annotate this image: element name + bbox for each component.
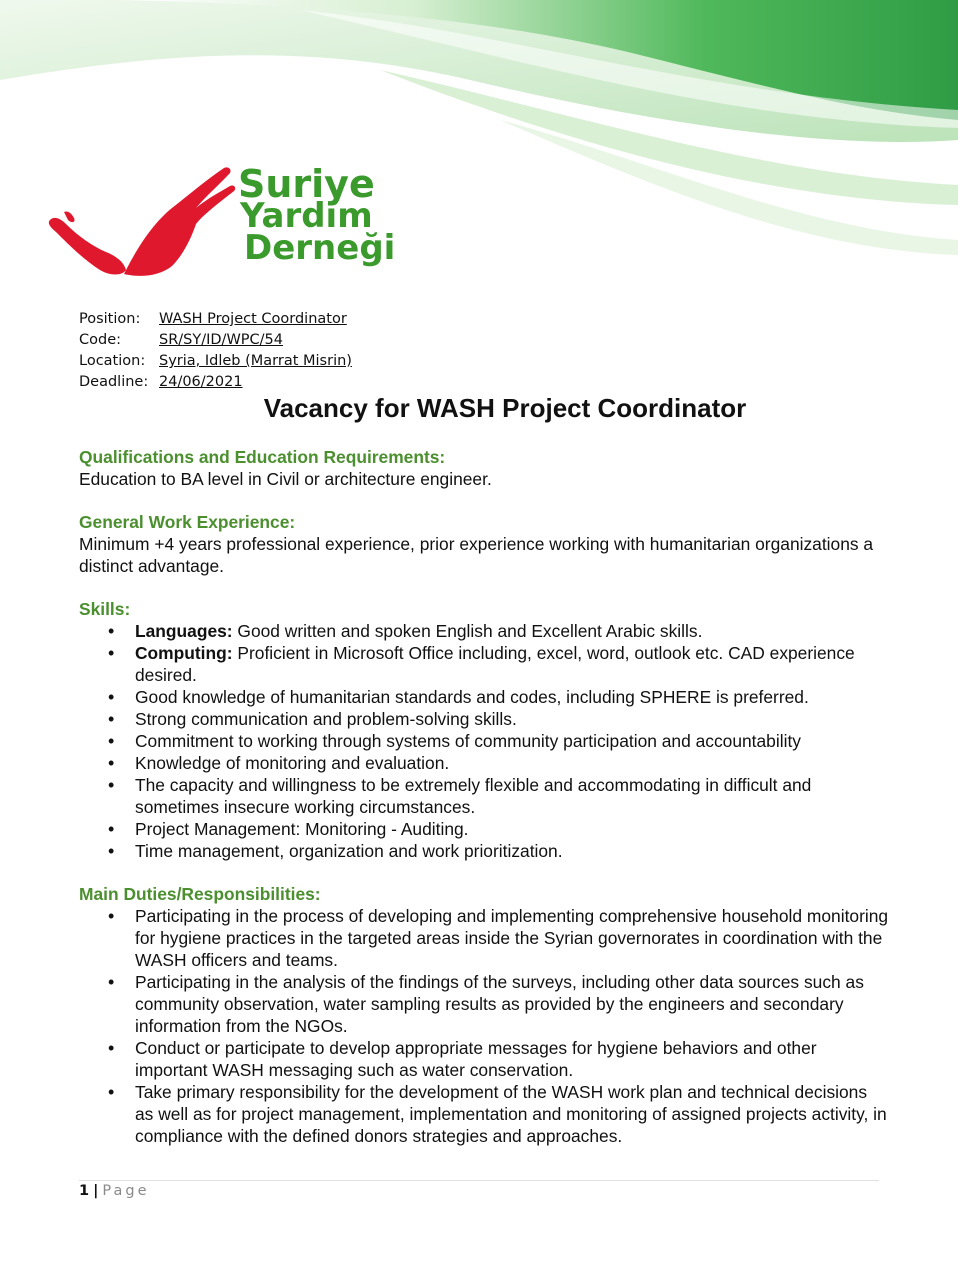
logo-line-2: Yardım	[240, 196, 373, 236]
item-text: Knowledge of monitoring and evaluation.	[135, 753, 450, 773]
list-item: • Participating in the analysis of the findings of the surveys, including other data sources such as community observation, water sampling results as provided by the engineers and secondary information from the NGOs.	[135, 971, 889, 1037]
meta-position-row	[79, 309, 352, 330]
meta-location-row	[79, 351, 352, 372]
position-value: WASH Project Coordinator	[159, 311, 347, 327]
page-number: 1	[79, 1183, 90, 1199]
item-label: Computing:	[135, 643, 233, 663]
meta-label: Location:	[79, 353, 146, 369]
item-text: Commitment to working through systems of community participation and accountability	[135, 731, 801, 751]
meta-label: Position:	[79, 311, 141, 327]
meta-label: Deadline:	[79, 374, 149, 390]
item-text: Good knowledge of humanitarian standards and codes, including SPHERE is preferred.	[135, 687, 809, 707]
location-value: Syria, Idleb (Marrat Misrin)	[159, 353, 352, 369]
list-item: • Conduct or participate to develop appropriate messages for hygiene behaviors and other important WASH messaging such as water conservation.	[135, 1037, 889, 1081]
meta-label: Code:	[79, 332, 122, 348]
skills-heading: Skills:	[79, 599, 131, 619]
list-item: • Participating in the process of developing and implementing comprehensive household monitoring for hygiene practices in the targeted areas inside the Syrian governorates in coordination with the WASH officers and teams.	[135, 905, 889, 971]
item-text: Proficient in Microsoft Office including, excel, word, outlook etc. CAD experience desired.	[135, 643, 855, 685]
list-item	[135, 642, 889, 686]
deadline-value: 24/06/2021	[159, 374, 243, 390]
code-value: SR/SY/ID/WPC/54	[159, 332, 283, 348]
item-text: The capacity and willingness to be extremely flexible and accommodating in difficult and sometimes insecure working circumstances.	[135, 775, 812, 817]
duties-list	[79, 905, 889, 1147]
page-label: Page	[102, 1183, 150, 1199]
logo-line-3: Derneği	[244, 228, 396, 268]
item-text: Time management, organization and work prioritization.	[135, 841, 563, 861]
list-item	[135, 840, 889, 862]
list-item	[135, 752, 889, 774]
logo-line-1: Suriye	[238, 162, 375, 206]
meta-deadline-row	[79, 372, 352, 393]
list-item: • Take primary responsibility for the development of the WASH work plan and technical decisions as well as for project management, implementation and monitoring of assigned projects activity, in compliance with the defined donors strategies and approaches.	[135, 1081, 889, 1147]
organization-logo	[44, 162, 404, 282]
list-item	[135, 686, 889, 708]
qualifications-heading: Qualifications and Education Requirements:	[79, 447, 446, 467]
duties-heading: Main Duties/Responsibilities:	[79, 884, 321, 904]
qualifications-text: Education to BA level in Civil or architecture engineer.	[79, 469, 492, 489]
hands-logo-icon	[44, 162, 244, 282]
page-footer	[79, 1183, 150, 1199]
skills-list	[79, 620, 889, 862]
list-item	[135, 818, 889, 840]
document-body	[79, 446, 889, 1147]
footer-separator: |	[93, 1183, 99, 1199]
item-text: Project Management: Monitoring - Auditing.	[135, 819, 469, 839]
item-text: Good written and spoken English and Excellent Arabic skills.	[232, 621, 703, 641]
item-label: Languages:	[135, 621, 233, 641]
footer-divider	[79, 1180, 879, 1181]
item-text: Strong communication and problem-solving skills.	[135, 709, 517, 729]
experience-heading: General Work Experience:	[79, 512, 296, 532]
page-title: Vacancy for WASH Project Coordinator	[263, 393, 747, 423]
experience-text: Minimum +4 years professional experience, prior experience working with humanitarian organizations a distinct advantage.	[79, 534, 874, 576]
list-item	[135, 708, 889, 730]
logo-wordmark	[236, 162, 396, 268]
list-item	[135, 774, 889, 818]
job-meta-block	[79, 309, 352, 393]
list-item	[135, 620, 889, 642]
meta-code-row	[79, 330, 352, 351]
list-item	[135, 730, 889, 752]
